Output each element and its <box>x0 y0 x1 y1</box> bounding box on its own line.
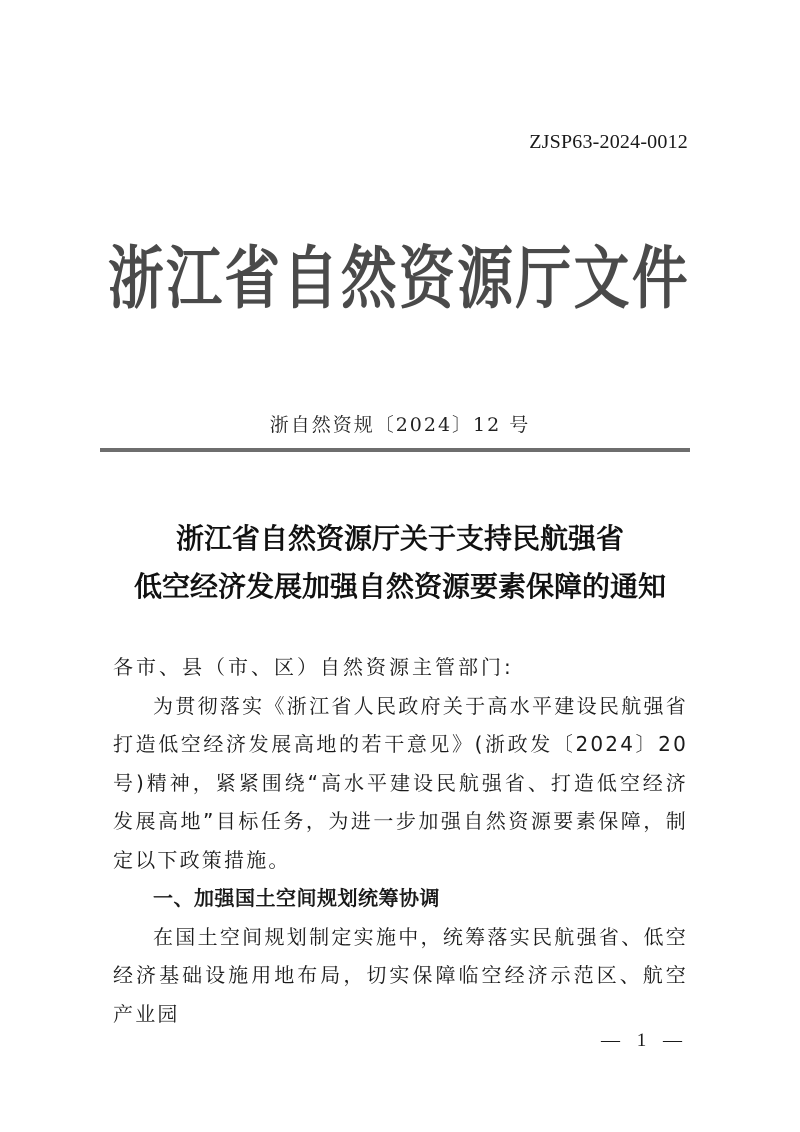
section-1-paragraph: 在国土空间规划制定实施中，统筹落实民航强省、低空经济基础设施用地布局，切实保障临空经济示范区、航空产业园 <box>113 924 688 1026</box>
salutation: 各市、县（市、区）自然资源主管部门: <box>113 655 514 679</box>
masthead-char: 省 <box>224 239 281 319</box>
notice-title <box>0 515 800 611</box>
section-1-heading: 一、加强国土空间规划统筹协调 <box>153 886 440 910</box>
document-code: ZJSP63-2024-0012 <box>529 131 688 153</box>
document-body <box>113 648 688 1033</box>
notice-title-line-1: 浙江省自然资源厅关于支持民航强省 <box>175 522 624 555</box>
masthead-char: 浙 <box>108 239 164 319</box>
notice-title-line-2: 低空经济发展加强自然资源要素保障的通知 <box>133 570 666 603</box>
masthead-char: 厅 <box>515 239 572 319</box>
masthead-title <box>108 228 688 318</box>
separator-rule <box>100 448 690 452</box>
masthead-char: 江 <box>166 239 222 319</box>
masthead-char: 自 <box>282 239 339 319</box>
masthead-char: 文 <box>573 239 630 319</box>
document-number: 浙自然资规〔2024〕12 号 <box>269 414 531 436</box>
masthead-char: 然 <box>340 239 397 319</box>
intro-paragraph: 为贯彻落实《浙江省人民政府关于高水平建设民航强省打造低空经济发展高地的若干意见》(浙政发〔2024〕20号)精神，紧紧围绕“高水平建设民航强省、打造低空经济发展高地”目标任务，为进一步加强自然资源要素保障，制定以下政策措施。 <box>113 693 688 872</box>
masthead-char: 件 <box>631 239 688 319</box>
masthead-char: 资 <box>399 239 455 319</box>
masthead-char: 源 <box>457 239 514 319</box>
page-number: — 1 — <box>601 1030 688 1051</box>
